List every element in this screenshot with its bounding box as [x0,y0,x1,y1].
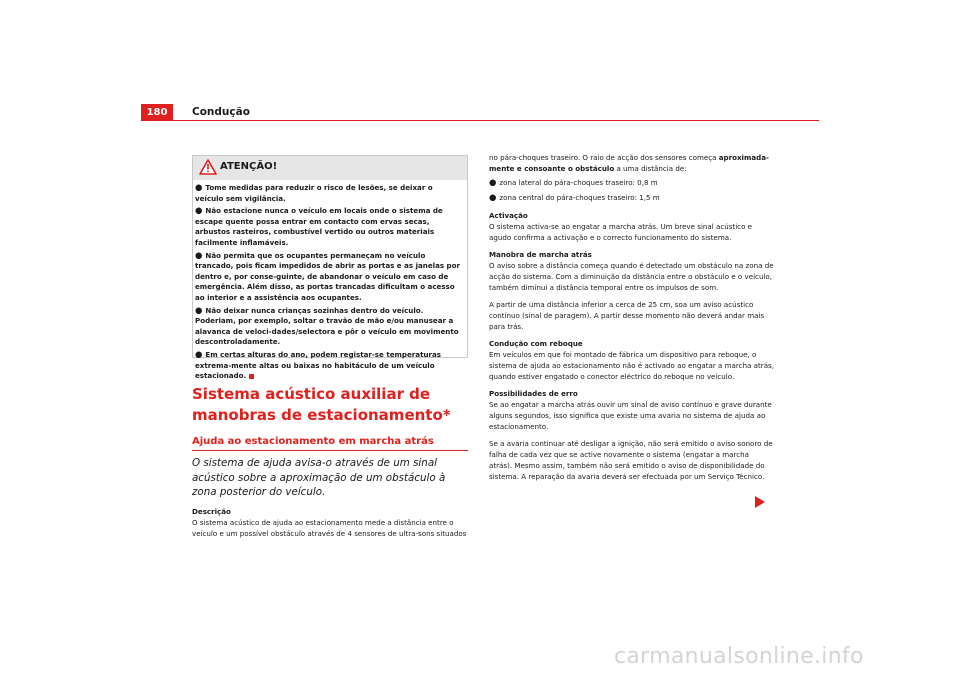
activacao-heading: Activação [489,211,528,220]
warning-item: ● Não estacione nunca o veículo em locais onde o sistema de escape quente possa entrar em contacto com ervas secas, arbustos rasteiros, combustível vertido ou outros materiais facilmente inflamáveis. [195,206,443,247]
right-column [489,152,774,482]
subsection-rule [192,450,468,451]
warning-item: ● Não deixar nunca crianças sozinhas dentro do veículo. Poderiam, por exemplo, soltar o travão de mão e/ou manusear a alavanca de veloci-dades/selectora e pôr o veículo em movimento descontroladamente. [195,305,459,347]
warning-title: ATENÇÃO! [220,161,278,172]
bullet-icon: ● [195,250,203,261]
warning-item: ● Em certas alturas do ano, podem registar-se temperaturas extrema-mente altas ou baixas no habitáculo de um veículo estacionado. [195,349,442,381]
erro-heading: Possibilidades de erro [489,389,578,398]
reboque-heading: Condução com reboque [489,339,583,348]
reboque-text: Em veículos em que foi montado de fábrica um dispositivo para reboque, o sistema de ajuda ao estacionamento não é activado ao engatar a marcha atrás, quando estiver engatado o conector eléctrico do reboque no veículo. [489,350,775,381]
bullet-icon: ● [195,349,203,360]
erro-text: Se ao engatar a marcha atrás ouvir um sinal de aviso contínuo e grave durante alguns segundos, isso significa que existe uma avaria no sistema de ajuda ao estacionamento. [489,400,772,431]
section-title: Condução [192,106,250,118]
warning-item: ● Não permita que os ocupantes permaneçam no veículo trancado, pois ficam impedidos de abrir as portas e as janelas por dentro e, por conse-guinte, de abandonar o veículo em caso de emergência. Além disso, as portas trancadas dificultam o acesso ao interior e a assistência aos ocupantes. [195,250,461,302]
manobra-text: O aviso sobre a distância começa quando é detectado um obstáculo na zona de acção do sistema. Com a diminuição da distância entre o obstáculo e o veículo, também diminui a distância temporal entre os impulsos de som. [489,261,774,292]
bullet-icon: ● [489,178,497,188]
paragraph: no pára-choques traseiro. O raio de acção dos sensores começa aproximada-mente e consoante o obstáculo a uma distância de: [489,153,769,173]
descricao-text: O sistema acústico de ajuda ao estacionamento mede a distância entre o veículo e um possível obstáculo através de 4 sensores de ultra-sons situados [192,518,467,538]
erro-text: Se a avaria continuar até desligar a ignição, não será emitido o aviso sonoro de falha de cada vez que se active novamente o sistema (engatar a marcha atrás). Mesmo assim, também não será emitido o aviso de disponibilidade do sistema. A reparação da avaria deverá ser efectuada por um Serviço Técnico. [489,439,773,481]
header-rule [173,120,819,121]
bullet-icon: ● [195,206,203,217]
left-column [192,506,472,539]
descricao-heading: Descrição [192,507,231,516]
manobra-heading: Manobra de marcha atrás [489,250,592,259]
warning-triangle-icon [199,159,217,175]
section-heading: Sistema acústico auxiliar de manobras de estacionamento* [192,385,451,424]
end-of-section-icon [249,374,254,379]
warning-item: ● Tome medidas para reduzir o risco de lesões, se deixar o veículo sem vigilância. [195,183,433,203]
continue-arrow-icon [755,496,765,508]
list-item: ● zona central do pára-choques traseiro: 1,5 m [489,193,660,203]
page-number: 180 [141,104,173,121]
bullet-icon: ● [195,183,203,193]
subsection-heading: Ajuda ao estacionamento em marcha atrás [192,436,434,447]
warning-box [192,155,468,381]
activacao-text: O sistema activa-se ao engatar a marcha atrás. Um breve sinal acústico e agudo confirma a activação e o correcto funcionamento do sistema. [489,222,753,242]
warning-header [193,156,467,180]
watermark: carmanualsonline.info [614,644,864,669]
manobra-text: A partir de uma distância inferior a cerca de 25 cm, soa um aviso acústico contínuo (sinal de paragem). A partir desse momento não deverá andar mais para trás. [489,300,765,331]
bullet-icon: ● [489,193,497,203]
list-item: ● zona lateral do pára-choques traseiro: 0,8 m [489,178,658,188]
bullet-icon: ● [195,305,203,316]
intro-text: O sistema de ajuda avisa-o através de um sinal acústico sobre a aproximação de um obstáculo à zona posterior do veículo. [192,457,446,498]
